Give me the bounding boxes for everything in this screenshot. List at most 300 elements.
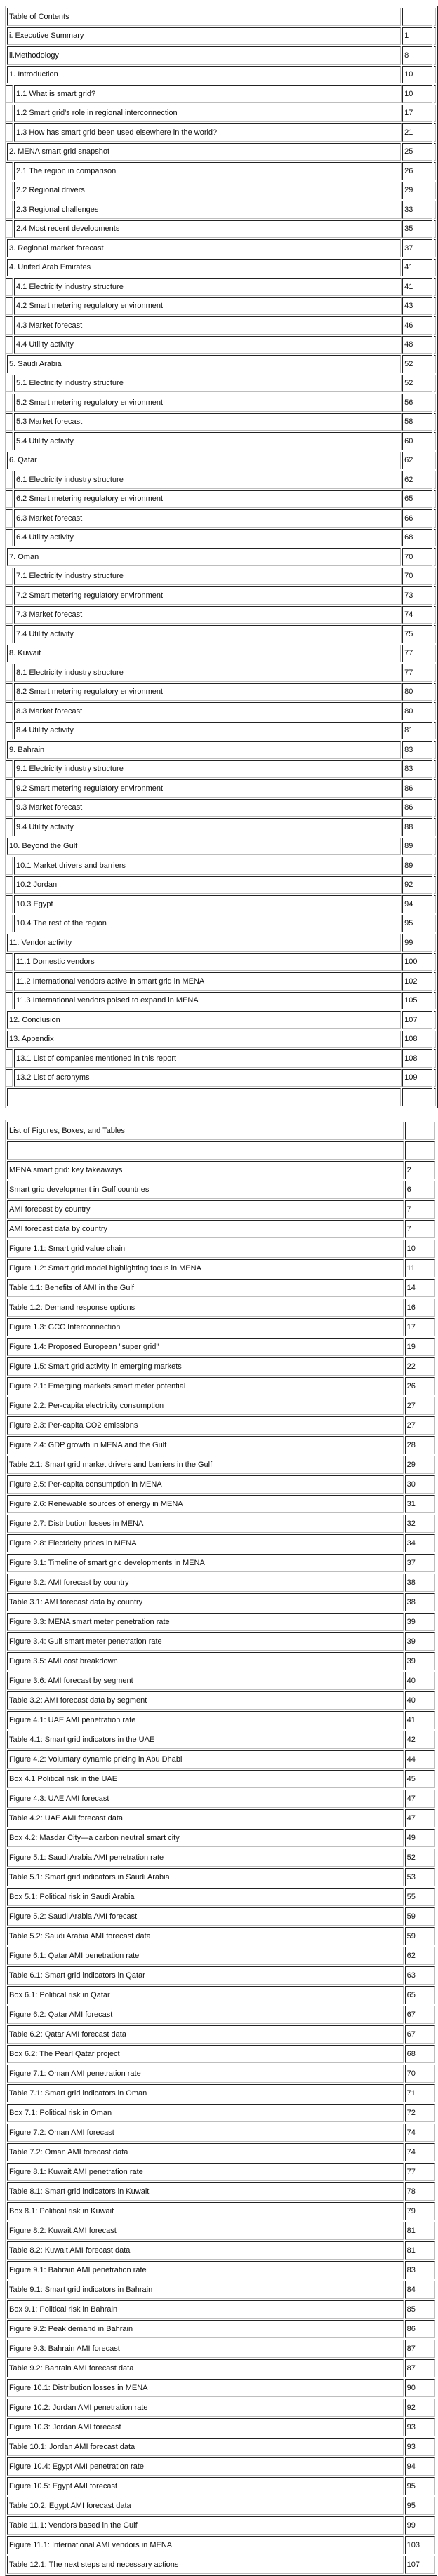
toc-edge-cell: [434, 818, 436, 836]
lof-row: [7, 2006, 435, 2024]
toc-subsection-cell: [7, 586, 401, 605]
toc-subsection-cell: [7, 992, 401, 1010]
toc-entry-title[interactable]: 13. Appendix: [7, 1031, 401, 1049]
lof-row: [7, 2536, 435, 2554]
lof-row: [7, 1652, 435, 1670]
lof-row: [7, 1829, 435, 1847]
lof-entry-title[interactable]: Figure 2.3: Per-capita CO2 emissions: [7, 1416, 404, 1435]
toc-subsection-cell: [7, 683, 401, 702]
lof-entry-page: 78: [405, 2182, 435, 2201]
lof-entry-title[interactable]: Box 6.2: The Pearl Qatar project: [7, 2045, 404, 2063]
toc-indent-cell: [6, 586, 13, 605]
toc-entry-title[interactable]: 1.1 What is smart grid?: [14, 85, 402, 103]
toc-subsection-wrap: [6, 915, 402, 933]
toc-subsection-cell: [7, 722, 401, 740]
lof-entry-page: 95: [405, 2477, 435, 2495]
toc-subsection-wrap: [6, 779, 402, 798]
toc-entry-title[interactable]: 9.1 Electricity industry structure: [14, 760, 402, 779]
lof-entry-title[interactable]: Figure 3.6: AMI forecast by segment: [7, 1672, 404, 1690]
lof-entry-title[interactable]: Table 7.1: Smart grid indicators in Oman: [7, 2084, 404, 2102]
lof-entry-title[interactable]: Figure 2.6: Renewable sources of energy in MENA: [7, 1495, 404, 1513]
toc-entry-page: 52: [402, 375, 432, 393]
toc-subsection-wrap: [6, 105, 402, 123]
lof-entry-title[interactable]: Figure 3.5: AMI cost breakdown: [7, 1652, 404, 1670]
lof-entry-page: 81: [405, 2241, 435, 2260]
lof-row: [7, 1259, 435, 1277]
lof-entry-page: 47: [405, 1790, 435, 1808]
toc-subsection-wrap: [6, 394, 402, 412]
toc-indent-cell: [6, 818, 13, 836]
lof-entry-title[interactable]: Figure 10.3: Jordan AMI forecast: [7, 2418, 404, 2436]
lof-entry-title[interactable]: Figure 10.4: Egypt AMI penetration rate: [7, 2457, 404, 2476]
toc-heading-page: [402, 8, 432, 26]
toc-edge-cell: [434, 664, 436, 682]
lof-entry-page: 70: [405, 2065, 435, 2083]
toc-edge-cell: [434, 683, 436, 702]
lof-entry-title[interactable]: AMI forecast by country: [7, 1200, 404, 1219]
toc-edge-cell: [434, 355, 436, 373]
toc-subsection-wrap: [6, 220, 402, 239]
lof-entry-title[interactable]: Table 4.2: UAE AMI forecast data: [7, 1809, 404, 1827]
lof-entry-title[interactable]: Smart grid development in Gulf countries: [7, 1181, 404, 1199]
toc-entry-page: 8: [402, 46, 432, 65]
toc-subsection-cell: [7, 123, 401, 142]
lof-entry-title[interactable]: Table 2.1: Smart grid market drivers and barriers in the Gulf: [7, 1456, 404, 1474]
lof-entry-title[interactable]: Table 3.2: AMI forecast data by segment: [7, 1691, 404, 1710]
toc-subsection-row: [7, 857, 436, 875]
toc-entry-title[interactable]: 5.2 Smart metering regulatory environment: [14, 394, 402, 412]
lof-entry-title[interactable]: Table 11.1: Vendors based in the Gulf: [7, 2516, 404, 2535]
lof-entry-title[interactable]: Figure 6.1: Qatar AMI penetration rate: [7, 1947, 404, 1965]
lof-entry-title[interactable]: Table 9.1: Smart grid indicators in Bahrain: [7, 2281, 404, 2299]
toc-entry-title[interactable]: 9.4 Utility activity: [14, 818, 402, 836]
toc-subsection-cell: [7, 915, 401, 933]
toc-subsection-cell: [7, 336, 401, 354]
lof-heading-row: [7, 1122, 435, 1140]
toc-section-row: [7, 66, 436, 84]
toc-entry-page: 80: [402, 702, 432, 720]
toc-entry-title[interactable]: ii.Methodology: [7, 46, 401, 65]
lof-entry-title[interactable]: MENA smart grid: key takeaways: [7, 1161, 404, 1179]
lof-row: [7, 2359, 435, 2377]
lof-entry-page: 85: [405, 2300, 435, 2319]
lof-entry-title[interactable]: Figure 10.1: Distribution losses in MENA: [7, 2379, 404, 2397]
toc-subsection-row: [7, 220, 436, 239]
toc-subsection-row: [7, 779, 436, 798]
toc-subsection-cell: [7, 316, 401, 335]
toc-indent-cell: [6, 857, 13, 875]
lof-row: [7, 2418, 435, 2436]
toc-entry-page: 26: [402, 162, 432, 180]
toc-subsection-wrap: [6, 953, 402, 972]
toc-entry-title[interactable]: 13.1 List of companies mentioned in this report: [14, 1049, 402, 1068]
lof-body: [7, 1122, 435, 2574]
toc-entry-page: 46: [402, 316, 432, 335]
lof-entry-title[interactable]: Figure 2.2: Per-capita electricity consumption: [7, 1397, 404, 1415]
toc-entry-title[interactable]: 7.2 Smart metering regulatory environment: [14, 586, 402, 605]
lof-entry-page: 2: [405, 1161, 435, 1179]
lof-entry-title[interactable]: Figure 8.1: Kuwait AMI penetration rate: [7, 2163, 404, 2181]
toc-entry-title[interactable]: 4.3 Market forecast: [14, 316, 402, 335]
lof-entry-title[interactable]: Table 3.1: AMI forecast data by country: [7, 1593, 404, 1611]
toc-edge-cell: [434, 27, 436, 46]
lof-entry-title[interactable]: Table 5.1: Smart grid indicators in Saudi Arabia: [7, 1868, 404, 1886]
toc-subsection-wrap: [6, 683, 402, 702]
toc-edge-cell: [434, 1031, 436, 1049]
toc-edge-cell: [434, 838, 436, 856]
toc-subsection-row: [7, 297, 436, 316]
toc-entry-title[interactable]: 10.2 Jordan: [14, 876, 402, 894]
toc-subsection-wrap: [6, 123, 402, 142]
list-of-figures: [5, 1120, 437, 2576]
toc-indent-cell: [6, 915, 13, 933]
toc-entry-page: 56: [402, 394, 432, 412]
toc-entry-title[interactable]: 6.4 Utility activity: [14, 529, 402, 547]
toc-subsection-wrap: [6, 1069, 402, 1087]
toc-subsection-cell: [7, 182, 401, 200]
toc-entry-title[interactable]: 4.1 Electricity industry structure: [14, 278, 402, 296]
toc-entry-title[interactable]: 10.4 The rest of the region: [14, 915, 402, 933]
toc-edge-cell: [434, 548, 436, 566]
toc-entry-page: 86: [402, 779, 432, 798]
toc-subsection-wrap: [6, 316, 402, 335]
toc-subsection-cell: [7, 432, 401, 450]
toc-subsection-wrap: [6, 490, 402, 509]
lof-entry-title[interactable]: Table 5.2: Saudi Arabia AMI forecast data: [7, 1927, 404, 1945]
toc-indent-cell: [6, 779, 13, 798]
lof-entry-title[interactable]: Figure 4.1: UAE AMI penetration rate: [7, 1711, 404, 1729]
toc-entry-page: 94: [402, 895, 432, 913]
lof-entry-title[interactable]: Figure 1.1: Smart grid value chain: [7, 1240, 404, 1258]
lof-entry-title[interactable]: Figure 3.2: AMI forecast by country: [7, 1574, 404, 1592]
lof-entry-title[interactable]: Table 1.1: Benefits of AMI in the Gulf: [7, 1279, 404, 1297]
lof-entry-title[interactable]: Table 10.2: Egypt AMI forecast data: [7, 2497, 404, 2515]
lof-row: [7, 1456, 435, 1474]
toc-subsection-wrap: [6, 625, 402, 643]
toc-entry-page: 21: [402, 123, 432, 142]
toc-entry-page: 95: [402, 915, 432, 933]
toc-subsection-wrap: [6, 529, 402, 547]
toc-entry-page: 65: [402, 490, 432, 509]
lof-entry-page: 40: [405, 1672, 435, 1690]
toc-edge-cell: [434, 1011, 436, 1029]
toc-entry-title[interactable]: 11.3 International vendors poised to expand in MENA: [14, 992, 402, 1010]
toc-entry-page: 86: [402, 799, 432, 817]
lof-entry-page: 26: [405, 1377, 435, 1395]
lof-entry-title[interactable]: Figure 7.1: Oman AMI penetration rate: [7, 2065, 404, 2083]
lof-entry-title[interactable]: Figure 3.3: MENA smart meter penetration rate: [7, 1613, 404, 1631]
toc-indent-cell: [6, 722, 13, 740]
lof-entry-page: 90: [405, 2379, 435, 2397]
toc-edge-cell: [434, 779, 436, 798]
lof-row: [7, 2457, 435, 2476]
lof-row: [7, 1161, 435, 1179]
toc-edge-cell: [434, 953, 436, 972]
lof-entry-page: 93: [405, 2438, 435, 2456]
toc-entry-title[interactable]: 8.4 Utility activity: [14, 722, 402, 740]
toc-entry-title[interactable]: 6. Qatar: [7, 452, 401, 470]
toc-edge-cell: [434, 625, 436, 643]
toc-edge-cell: [434, 297, 436, 316]
toc-subsection-cell: [7, 85, 401, 103]
lof-entry-title[interactable]: Figure 2.8: Electricity prices in MENA: [7, 1534, 404, 1552]
lof-entry-title[interactable]: Figure 5.2: Saudi Arabia AMI forecast: [7, 1907, 404, 1926]
toc-entry-page: 89: [402, 838, 432, 856]
toc-subsection-cell: [7, 509, 401, 528]
toc-entry-title[interactable]: 6.3 Market forecast: [14, 509, 402, 528]
toc-indent-cell: [6, 625, 13, 643]
toc-subsection-row: [7, 471, 436, 489]
toc-edge-cell: [434, 857, 436, 875]
lof-entry-title[interactable]: Table 10.1: Jordan AMI forecast data: [7, 2438, 404, 2456]
lof-entry-title[interactable]: Box 8.1: Political risk in Kuwait: [7, 2202, 404, 2220]
toc-entry-title[interactable]: 10.3 Egypt: [14, 895, 402, 913]
toc-entry-title[interactable]: i. Executive Summary: [7, 27, 401, 46]
lof-entry-title[interactable]: Table 8.2: Kuwait AMI forecast data: [7, 2241, 404, 2260]
toc-entry-title[interactable]: 6.2 Smart metering regulatory environment: [14, 490, 402, 509]
lof-entry-page: 34: [405, 1534, 435, 1552]
lof-entry-title[interactable]: Figure 9.1: Bahrain AMI penetration rate: [7, 2261, 404, 2279]
lof-entry-page: 74: [405, 2124, 435, 2142]
toc-entry-title[interactable]: 2.1 The region in comparison: [14, 162, 402, 180]
toc-entry-title[interactable]: 1.3 How has smart grid been used elsewhere in the world?: [14, 123, 402, 142]
lof-entry-title[interactable]: Box 4.1 Political risk in the UAE: [7, 1770, 404, 1788]
lof-entry-title[interactable]: Figure 6.2: Qatar AMI forecast: [7, 2006, 404, 2024]
toc-indent-cell: [6, 1049, 13, 1068]
lof-entry-title[interactable]: Box 9.1: Political risk in Bahrain: [7, 2300, 404, 2319]
toc-subsection-wrap: [6, 336, 402, 354]
toc-entry-title[interactable]: 3. Regional market forecast: [7, 239, 401, 257]
toc-entry-title[interactable]: 1. Introduction: [7, 66, 401, 84]
toc-entry-title[interactable]: 10. Beyond the Gulf: [7, 838, 401, 856]
lof-entry-page: 42: [405, 1731, 435, 1749]
toc-subsection-wrap: [6, 857, 402, 875]
toc-entry-page: 108: [402, 1031, 432, 1049]
lof-row: [7, 2182, 435, 2201]
lof-entry-title[interactable]: Figure 1.5: Smart grid activity in emerging markets: [7, 1357, 404, 1376]
toc-entry-title[interactable]: 4.4 Utility activity: [14, 336, 402, 354]
toc-subsection-row: [7, 1069, 436, 1087]
lof-entry-title: [7, 1141, 404, 1160]
lof-row: [7, 1750, 435, 1769]
toc-subsection-cell: [7, 105, 401, 123]
toc-entry-page: 83: [402, 760, 432, 779]
lof-row: [7, 2281, 435, 2299]
lof-entry-page: 45: [405, 1770, 435, 1788]
lof-entry-title[interactable]: Table 8.1: Smart grid indicators in Kuwait: [7, 2182, 404, 2201]
lof-entry-title[interactable]: Figure 4.2: Voluntary dynamic pricing in Abu Dhabi: [7, 1750, 404, 1769]
lof-row: [7, 1711, 435, 1729]
lof-entry-title[interactable]: Figure 2.4: GDP growth in MENA and the Gulf: [7, 1436, 404, 1454]
toc-entry-title[interactable]: 8.3 Market forecast: [14, 702, 402, 720]
toc-entry-page: 77: [402, 645, 432, 663]
toc-subsection-cell: [7, 201, 401, 219]
lof-entry-title[interactable]: Figure 3.1: Timeline of smart grid developments in MENA: [7, 1554, 404, 1572]
toc-indent-cell: [6, 394, 13, 412]
toc-subsection-cell: [7, 490, 401, 509]
lof-entry-page: 74: [405, 2143, 435, 2161]
lof-entry-title[interactable]: Figure 1.3: GCC Interconnection: [7, 1318, 404, 1336]
lof-entry-title[interactable]: Figure 8.2: Kuwait AMI forecast: [7, 2222, 404, 2240]
toc-entry-title[interactable]: 5. Saudi Arabia: [7, 355, 401, 373]
toc-indent-cell: [6, 992, 13, 1010]
lof-entry-page: 72: [405, 2104, 435, 2122]
lof-entry-title[interactable]: Table 12.1: The next steps and necessary actions: [7, 2556, 404, 2574]
lof-entry-title[interactable]: Box 7.1: Political risk in Oman: [7, 2104, 404, 2122]
lof-entry-title[interactable]: Figure 9.3: Bahrain AMI forecast: [7, 2340, 404, 2358]
toc-entry-title[interactable]: 12. Conclusion: [7, 1011, 401, 1029]
toc-subsection-cell: [7, 471, 401, 489]
toc-entry-title[interactable]: 5.4 Utility activity: [14, 432, 402, 450]
toc-entry-title[interactable]: 11.1 Domestic vendors: [14, 953, 402, 972]
lof-entry-title[interactable]: Figure 2.5: Per-capita consumption in MENA: [7, 1475, 404, 1494]
lof-entry-page: 65: [405, 1986, 435, 2004]
lof-entry-title[interactable]: Table 6.1: Smart grid indicators in Qatar: [7, 1966, 404, 1985]
lof-entry-title[interactable]: Figure 2.7: Distribution losses in MENA: [7, 1515, 404, 1533]
toc-body: [7, 8, 436, 1106]
toc-entry-title[interactable]: 2.4 Most recent developments: [14, 220, 402, 239]
toc-edge-cell: [434, 509, 436, 528]
toc-edge-cell: [434, 529, 436, 547]
lof-entry-page: 93: [405, 2418, 435, 2436]
lof-row: [7, 1318, 435, 1336]
toc-entry-title[interactable]: 8.2 Smart metering regulatory environment: [14, 683, 402, 702]
toc-entry-title[interactable]: 5.1 Electricity industry structure: [14, 375, 402, 393]
toc-entry-page: 58: [402, 413, 432, 431]
toc-indent-cell: [6, 123, 13, 142]
lof-entry-title[interactable]: Figure 7.2: Oman AMI forecast: [7, 2124, 404, 2142]
toc-entry-title[interactable]: 11.2 International vendors active in smart grid in MENA: [14, 972, 402, 991]
toc-entry-title[interactable]: 9.3 Market forecast: [14, 799, 402, 817]
toc-indent-cell: [6, 297, 13, 316]
toc-entry-page: 73: [402, 586, 432, 605]
toc-subsection-wrap: [6, 992, 402, 1010]
toc-subsection-wrap: [6, 722, 402, 740]
lof-entry-page: 6: [405, 1181, 435, 1199]
toc-entry-title[interactable]: 7.3 Market forecast: [14, 606, 402, 624]
lof-entry-title[interactable]: Figure 3.4: Gulf smart meter penetration rate: [7, 1632, 404, 1651]
toc-subsection-cell: [7, 799, 401, 817]
toc-subsection-wrap: [6, 568, 402, 586]
toc-section-row: [7, 239, 436, 257]
toc-entry-title[interactable]: 7.4 Utility activity: [14, 625, 402, 643]
toc-subsection-wrap: [6, 509, 402, 528]
lof-entry-title[interactable]: Box 6.1: Political risk in Qatar: [7, 1986, 404, 2004]
lof-entry-page: 53: [405, 1868, 435, 1886]
lof-entry-title[interactable]: Table 7.2: Oman AMI forecast data: [7, 2143, 404, 2161]
lof-row: [7, 1554, 435, 1572]
lof-row: [7, 2084, 435, 2102]
toc-entry-page: 107: [402, 1011, 432, 1029]
toc-edge-cell: [434, 702, 436, 720]
toc-entry-title[interactable]: 13.2 List of acronyms: [14, 1069, 402, 1087]
toc-entry-title[interactable]: 9.2 Smart metering regulatory environment: [14, 779, 402, 798]
toc-indent-cell: [6, 375, 13, 393]
toc-indent-cell: [6, 182, 13, 200]
toc-entry-title[interactable]: 4. United Arab Emirates: [7, 259, 401, 277]
toc-entry-page: 89: [402, 857, 432, 875]
toc-subsection-wrap: [6, 162, 402, 180]
lof-row: [7, 1574, 435, 1592]
toc-entry-title[interactable]: 8. Kuwait: [7, 645, 401, 663]
lof-entry-title[interactable]: Box 5.1: Political risk in Saudi Arabia: [7, 1888, 404, 1906]
toc-subsection-cell: [7, 413, 401, 431]
toc-subsection-row: [7, 664, 436, 682]
toc-subsection-wrap: [6, 432, 402, 450]
lof-entry-title[interactable]: Table 1.2: Demand response options: [7, 1299, 404, 1317]
toc-subsection-cell: [7, 779, 401, 798]
toc-indent-cell: [6, 413, 13, 431]
lof-row: [7, 2477, 435, 2495]
lof-entry-title[interactable]: Figure 10.2: Jordan AMI penetration rate: [7, 2399, 404, 2417]
toc-entry-title[interactable]: 1.2 Smart grid's role in regional interconnection: [14, 105, 402, 123]
toc-entry-page: 70: [402, 548, 432, 566]
toc-section-row: [7, 355, 436, 373]
lof-row: [7, 1338, 435, 1356]
toc-entry-title[interactable]: 8.1 Electricity industry structure: [14, 664, 402, 682]
toc-subsection-row: [7, 972, 436, 991]
toc-edge-cell: [434, 182, 436, 200]
lof-entry-title[interactable]: Figure 11.1: International AMI vendors in MENA: [7, 2536, 404, 2554]
lof-entry-title[interactable]: Figure 9.2: Peak demand in Bahrain: [7, 2320, 404, 2338]
toc-section-row: [7, 741, 436, 759]
lof-entry-title[interactable]: Figure 1.2: Smart grid model highlighting focus in MENA: [7, 1259, 404, 1277]
toc-entry-title[interactable]: 4.2 Smart metering regulatory environment: [14, 297, 402, 316]
toc-subsection-cell: [7, 625, 401, 643]
lof-entry-title[interactable]: Table 4.1: Smart grid indicators in the UAE: [7, 1731, 404, 1749]
toc-entry-title[interactable]: 9. Bahrain: [7, 741, 401, 759]
toc-section-row: [7, 838, 436, 856]
lof-entry-title[interactable]: Table 9.2: Bahrain AMI forecast data: [7, 2359, 404, 2377]
toc-edge-cell: [434, 992, 436, 1010]
toc-entry-page: 10: [402, 85, 432, 103]
toc-edge-cell: [434, 66, 436, 84]
toc-entry-title[interactable]: 2. MENA smart grid snapshot: [7, 143, 401, 161]
toc-indent-cell: [6, 162, 13, 180]
toc-subsection-row: [7, 201, 436, 219]
toc-indent-cell: [6, 799, 13, 817]
lof-entry-title[interactable]: Figure 5.1: Saudi Arabia AMI penetration rate: [7, 1849, 404, 1867]
toc-indent-cell: [6, 471, 13, 489]
lof-entry-page: 47: [405, 1809, 435, 1827]
toc-entry-title[interactable]: 7.1 Electricity industry structure: [14, 568, 402, 586]
toc-subsection-row: [7, 394, 436, 412]
toc-entry-title[interactable]: 2.2 Regional drivers: [14, 182, 402, 200]
lof-entry-page: 95: [405, 2497, 435, 2515]
toc-subsection-row: [7, 509, 436, 528]
toc-entry-page: 77: [402, 664, 432, 682]
lof-entry-title[interactable]: Figure 4.3: UAE AMI forecast: [7, 1790, 404, 1808]
lof-entry-title[interactable]: Figure 1.4: Proposed European "super grid": [7, 1338, 404, 1356]
lof-row: [7, 2379, 435, 2397]
toc-heading-row: [7, 8, 436, 26]
toc-entry-title[interactable]: 11. Vendor activity: [7, 934, 401, 952]
toc-entry-title[interactable]: 2.3 Regional challenges: [14, 201, 402, 219]
toc-entry-page: 83: [402, 741, 432, 759]
lof-entry-title[interactable]: Figure 2.1: Emerging markets smart meter potential: [7, 1377, 404, 1395]
toc-entry-title[interactable]: 10.1 Market drivers and barriers: [14, 857, 402, 875]
toc-section-row: [7, 645, 436, 663]
lof-entry-title[interactable]: Table 6.2: Qatar AMI forecast data: [7, 2025, 404, 2044]
lof-entry-title[interactable]: Box 4.2: Masdar City—a carbon neutral smart city: [7, 1829, 404, 1847]
toc-entry-title[interactable]: 6.1 Electricity industry structure: [14, 471, 402, 489]
toc-entry-title[interactable]: 5.3 Market forecast: [14, 413, 402, 431]
lof-entry-title[interactable]: AMI forecast data by country: [7, 1220, 404, 1238]
toc-edge-cell: [434, 741, 436, 759]
toc-entry-title[interactable]: 7. Oman: [7, 548, 401, 566]
lof-entry-title[interactable]: Figure 10.5: Egypt AMI forecast: [7, 2477, 404, 2495]
toc-subsection-cell: [7, 394, 401, 412]
